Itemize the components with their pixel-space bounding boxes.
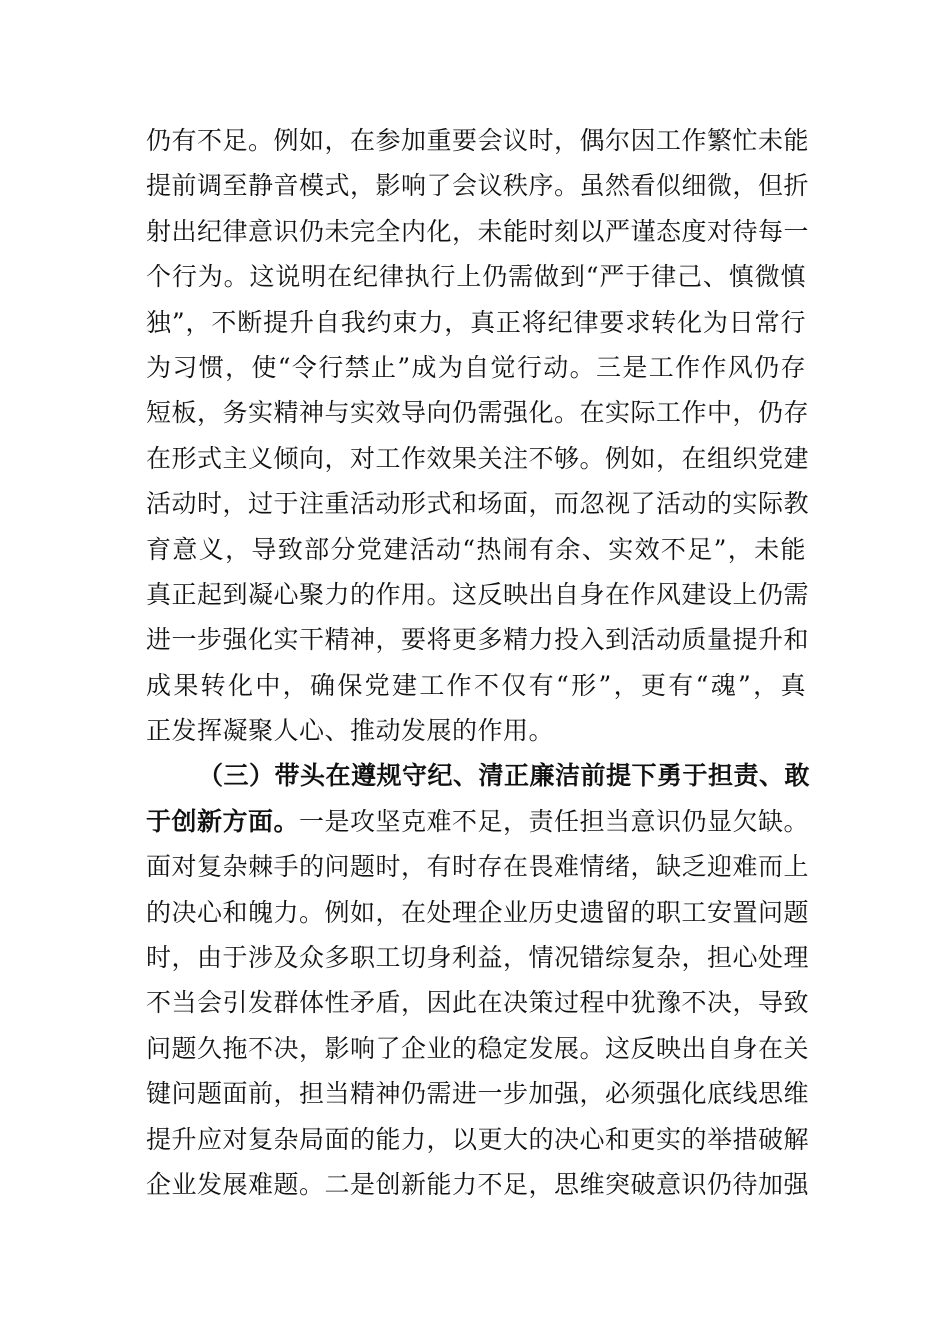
- text-line: 不当会引发群体性矛盾，因此在决策过程中犹豫不决，导致: [146, 988, 810, 1018]
- text-line: 射出纪律意识仍未完全内化，未能时刻以严谨态度对待每一: [146, 216, 810, 246]
- text-line: 键问题面前，担当精神仍需进一步加强，必须强化底线思维: [146, 1079, 810, 1109]
- text-line: 的决心和魄力。例如，在处理企业历史遗留的职工安置问题: [146, 897, 810, 927]
- text-line: 问题久拖不决，影响了企业的稳定发展。这反映出自身在关: [146, 1033, 810, 1063]
- section-heading: （三）带头在遵规守纪、清正廉洁前提下勇于担责、敢: [198, 761, 811, 791]
- text-line: 仍有不足。例如，在参加重要会议时，偶尔因工作繁忙未能: [146, 126, 810, 155]
- text-line: 个行为。这说明在纪律执行上仍需做到“严于律己、慎微慎: [146, 262, 806, 292]
- text-line: 活动时，过于注重活动形式和场面，而忽视了活动的实际教: [146, 489, 810, 519]
- text-line: 为习惯，使“令行禁止”成为自觉行动。三是工作作风仍存: [146, 352, 806, 382]
- text-line: 真正起到凝心聚力的作用。这反映出自身在作风建设上仍需: [146, 579, 810, 609]
- text-line: 提升应对复杂局面的能力，以更大的决心和更实的举措破解: [146, 1124, 810, 1154]
- text-line: 面对复杂棘手的问题时，有时存在畏难情绪，缺乏迎难而上: [146, 852, 810, 882]
- text-line: 企业发展难题。二是创新能力不足，思维突破意识仍待加强: [146, 1169, 810, 1199]
- text-line: 进一步强化实干精神，要将更多精力投入到活动质量提升和: [146, 625, 810, 655]
- text-line: 独”，不断提升自我约束力，真正将纪律要求转化为日常行: [146, 307, 806, 337]
- text-line: 短板，务实精神与实效导向仍需强化。在实际工作中，仍存: [146, 398, 810, 428]
- text-line: 育意义，导致部分党建活动“热闹有余、实效不足”，未能: [146, 534, 806, 564]
- text-line: [146, 799, 810, 844]
- section-heading-tail: 于创新方面。: [146, 806, 300, 836]
- text-line: 正发挥凝聚人心、推动发展的作用。: [146, 716, 555, 746]
- text-line-rest: 一是攻坚克难不足，责任担当意识仍显欠缺。: [299, 806, 810, 836]
- text-line: 时，由于涉及众多职工切身利益，情况错综复杂，担心处理: [146, 943, 810, 973]
- document-body: [146, 118, 811, 1207]
- text-line: 在形式主义倾向，对工作效果关注不够。例如，在组织党建: [146, 443, 810, 473]
- text-line: 成果转化中，确保党建工作不仅有“形”，更有“魂”，真: [146, 670, 806, 700]
- text-line: 提前调至静音模式，影响了会议秩序。虽然看似细微，但折: [146, 171, 810, 201]
